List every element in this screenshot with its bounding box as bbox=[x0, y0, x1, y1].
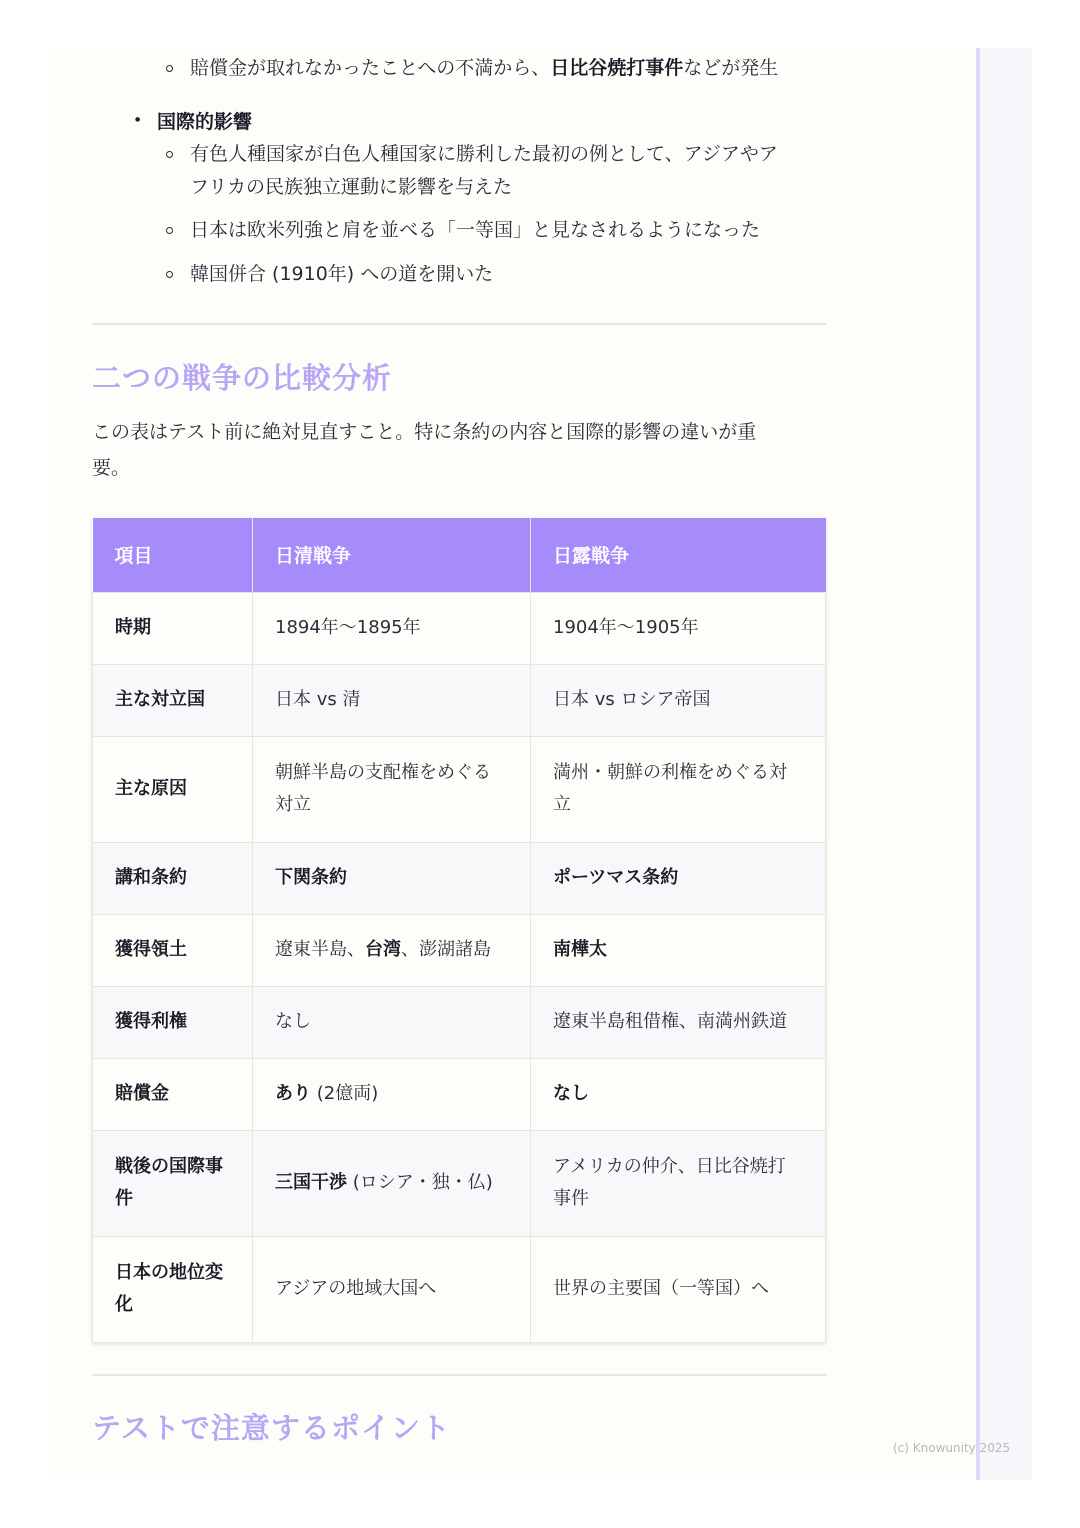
sub-bullet-marker bbox=[166, 227, 173, 234]
section-heading-test-points: テストで注意するポイント bbox=[92, 1411, 451, 1445]
bullet-korea-annexation: 韓国併合 (1910年) への道を開いた bbox=[190, 263, 494, 285]
note-page bbox=[48, 48, 976, 1480]
table-row: 主な原因 朝鮮半島の支配権をめぐる対立 満州・朝鮮の利権をめぐる対立 bbox=[93, 736, 826, 842]
header-sino-japanese-war: 日清戦争 bbox=[253, 518, 531, 592]
bullet-marker: ● bbox=[135, 116, 141, 123]
comparison-table bbox=[92, 518, 826, 1343]
table-header-row bbox=[93, 518, 826, 592]
header-item: 項目 bbox=[93, 518, 253, 592]
table-row: 賠償金 あり (2億両) なし bbox=[93, 1058, 826, 1130]
copyright-notice: (c) Knowunity 2025 bbox=[893, 1441, 1011, 1455]
bullet-independence-line2: フリカの民族独立運動に影響を与えた bbox=[190, 176, 513, 198]
header-russo-japanese-war: 日露戦争 bbox=[531, 518, 826, 592]
table-row: 講和条約 下関条約 ポーツマス条約 bbox=[93, 842, 826, 914]
intro-paragraph: この表はテスト前に絶対見直すこと。特に条約の内容と国際的影響の違いが重 要。 bbox=[92, 421, 757, 479]
table-row: 主な対立国 日本 vs 清 日本 vs ロシア帝国 bbox=[93, 664, 826, 736]
divider bbox=[92, 323, 827, 325]
section-label-international: 国際的影響 bbox=[157, 111, 253, 133]
table-row: 獲得領土 遼東半島、台湾、澎湖諸島 南樺太 bbox=[93, 914, 826, 986]
right-margin-bar bbox=[976, 48, 1032, 1480]
sub-bullet-marker bbox=[166, 151, 173, 158]
table-row: 時期 1894年〜1895年 1904年〜1905年 bbox=[93, 592, 826, 664]
sub-bullet-marker bbox=[166, 65, 173, 72]
bullet-first-class: 日本は欧米列強と肩を並べる「一等国」と見なされるようになった bbox=[190, 219, 761, 241]
bullet-independence-line1: 有色人種国家が白色人種国家に勝利した最初の例として、アジアやア bbox=[190, 143, 778, 165]
table-row: 獲得利権 なし 遼東半島租借権、南満州鉄道 bbox=[93, 986, 826, 1058]
bullet-hibiya: 賠償金が取れなかったことへの不満から、日比谷焼打事件などが発生 bbox=[190, 57, 779, 79]
divider bbox=[92, 1374, 827, 1376]
table-row: 戦後の国際事件 三国干渉 (ロシア・独・仏) アメリカの仲介、日比谷焼打事件 bbox=[93, 1130, 826, 1236]
section-heading-comparison: 二つの戦争の比較分析 bbox=[92, 361, 393, 395]
table-row: 日本の地位変化 アジアの地域大国へ 世界の主要国（一等国）へ bbox=[93, 1236, 826, 1342]
sub-bullet-marker bbox=[166, 271, 173, 278]
